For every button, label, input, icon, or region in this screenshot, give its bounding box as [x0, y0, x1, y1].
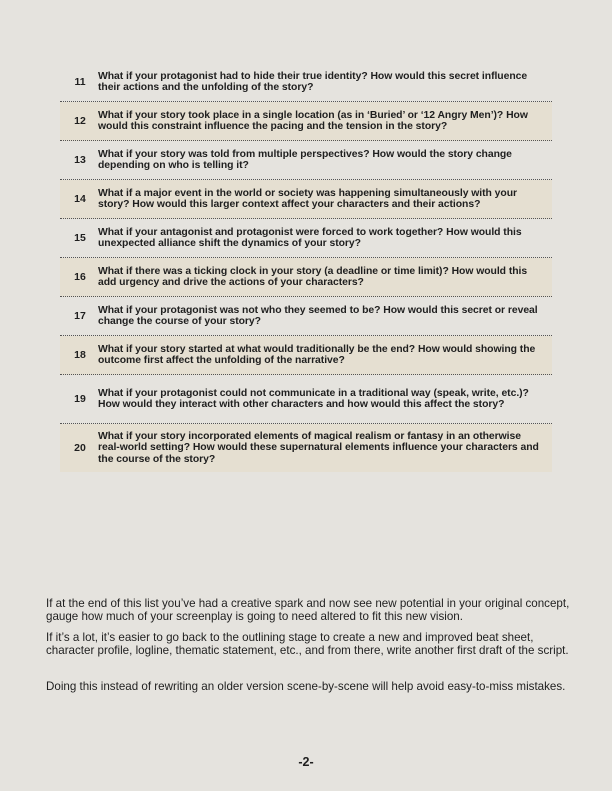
question-text: What if your antagonist and protagonist were forced to work together? How would this unexpected alliance shift the dynamics of your story?	[98, 226, 522, 249]
question-row	[60, 297, 552, 336]
body-paragraph: If at the end of this list you’ve had a creative spark and now see new potential in your original concept, gauge how much of your screenplay is going to need altered to fit this new vision.	[46, 597, 570, 623]
question-row	[60, 336, 552, 375]
question-text: What if there was a ticking clock in your story (a deadline or time limit)? How would this add urgency and drive the actions of your characters?	[98, 265, 528, 288]
question-row	[60, 424, 552, 472]
question-text: What if your story incorporated elements of magical realism or fantasy in an otherwise real-world setting? How would these supernatural elements influence your characters and the course of the story?	[98, 431, 539, 465]
body-paragraph: Doing this instead of rewriting an older version scene-by-scene will help avoid easy-to-miss mistakes.	[46, 680, 566, 693]
question-number: 17	[74, 310, 86, 322]
question-text: What if your story started at what would traditionally be the end? How would showing the outcome first affect the unfolding of the narrative?	[98, 343, 536, 366]
question-row	[60, 102, 552, 141]
question-number: 20	[74, 442, 86, 454]
question-row	[60, 180, 552, 219]
question-number: 11	[74, 76, 86, 88]
question-number: 12	[74, 115, 86, 127]
question-row	[60, 141, 552, 180]
question-number: 18	[74, 349, 86, 361]
question-row	[60, 63, 552, 102]
question-text: What if your story took place in a single location (as in ‘Buried’ or ‘12 Angry Men’)? How would this constraint influence the pacing and the tension in the story?	[98, 109, 528, 132]
page-number: -2-	[298, 755, 314, 769]
questions-table	[60, 63, 552, 472]
question-text: What if your protagonist could not communicate in a traditional way (speak, write, etc.)? How would they interact with other characters and how would this affect the story?	[98, 387, 529, 410]
question-text: What if your story was told from multiple perspectives? How would the story change depending on who is telling it?	[98, 148, 512, 171]
question-number: 13	[74, 154, 86, 166]
question-row	[60, 219, 552, 258]
question-text: What if your protagonist had to hide their true identity? How would this secret influence their actions and the unfolding of the story?	[98, 70, 528, 93]
question-text: What if your protagonist was not who they seemed to be? How would this secret or reveal change the course of your story?	[98, 304, 538, 327]
question-number: 14	[74, 193, 86, 205]
body-paragraph: If it’s a lot, it’s easier to go back to the outlining stage to create a new and improved beat sheet, character profile, logline, thematic statement, etc., and from there, write another first draft of the script.	[46, 631, 569, 657]
question-number: 15	[74, 232, 86, 244]
question-row	[60, 375, 552, 424]
question-number: 16	[74, 271, 86, 283]
question-number: 19	[74, 393, 86, 405]
question-text: What if a major event in the world or society was happening simultaneously with your story? How would this larger context affect your characters and their actions?	[98, 187, 518, 210]
question-row	[60, 258, 552, 297]
